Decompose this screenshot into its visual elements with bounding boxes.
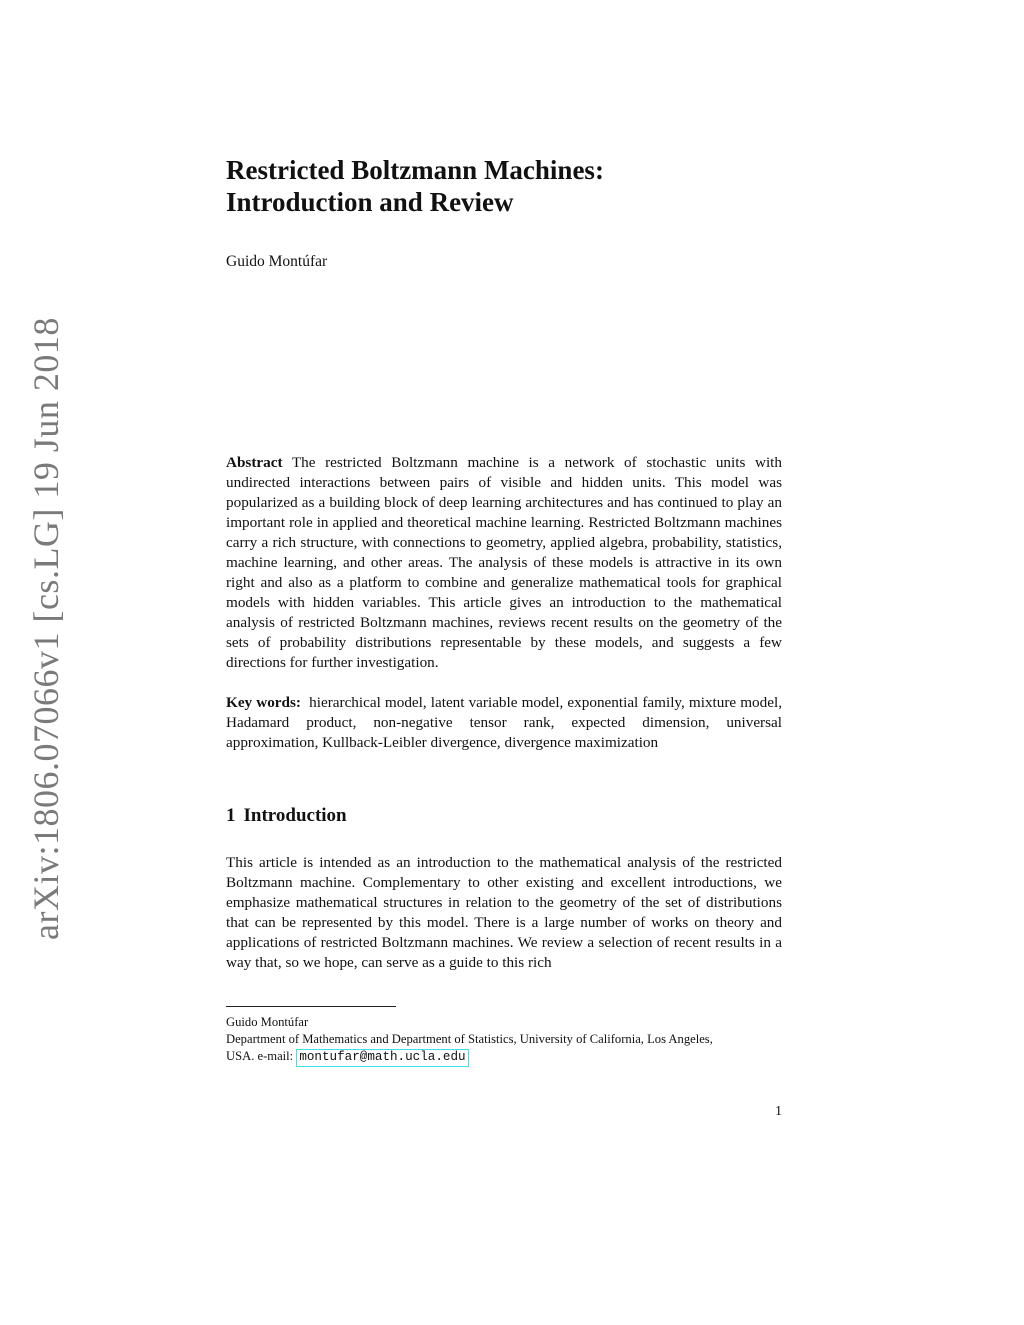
keywords [226,693,782,753]
section-title: Introduction [243,805,347,826]
author-name: Guido Montúfar [226,253,328,270]
footnote-affiliation: Department of Mathematics and Department of Statistics, University of California, Los Angeles, [226,1032,713,1046]
section-number: 1 [226,805,236,826]
abstract-text: The restricted Boltzmann machine is a network of stochastic units with undirected interactions between pairs of visible and hidden units. This model was popularized as a building block of deep learning architectures and has continued to play an important role in applied and theoretical machine learning. Restricted Boltzmann machines carry a rich structure, with connections to geometry, applied algebra, probability, statistics, machine learning, and other areas. The analysis of these models is attractive in its own right and also as a platform to combine and generalize mathematical tools for graphical models with hidden variables. This article gives an introduction to the mathematical analysis of restricted Boltzmann machines, reviews recent results on the geometry of the sets of probability distributions representable by these models, and suggests a few directions for further investigation. [226,454,783,671]
title-line-1: Restricted Boltzmann Machines: [226,155,604,185]
abstract [226,453,782,673]
footnote-rule [226,1006,396,1007]
page-number: 1 [775,1104,782,1119]
abstract-label: Abstract [226,454,283,471]
footnote-email-prefix: USA. e-mail: [226,1049,297,1063]
arxiv-identifier-stamp: arXiv:1806.07066v1 [cs.LG] 19 Jun 2018 [26,317,66,940]
author-footnote [226,1014,782,1066]
keywords-label: Key words: [226,694,301,711]
keywords-text: hierarchical model, latent variable model, exponential family, mixture model, Hadamard product, non-negative tensor rank, expected dimension, universal approximation, Kullback-Leibler divergence, divergence maximization [226,694,782,751]
footnote-name: Guido Montúfar [226,1015,309,1029]
footnote-email-line [226,1048,782,1066]
paper-title [226,154,604,218]
title-line-2: Introduction and Review [226,187,514,217]
email-link[interactable]: montufar@math.ucla.edu [296,1049,468,1067]
introduction-paragraph: This article is intended as an introduction to the mathematical analysis of the restricted Boltzmann machine. Complementary to other existing and excellent introductions, we emphasize mathematical structures in relation to the geometry of the set of distributions that can be represented by this model. There is a large number of works on theory and applications of restricted Boltzmann machines. We review a selection of recent results in a way that, so we hope, can serve as a guide to this rich [226,854,782,971]
section-heading-introduction [226,803,347,829]
